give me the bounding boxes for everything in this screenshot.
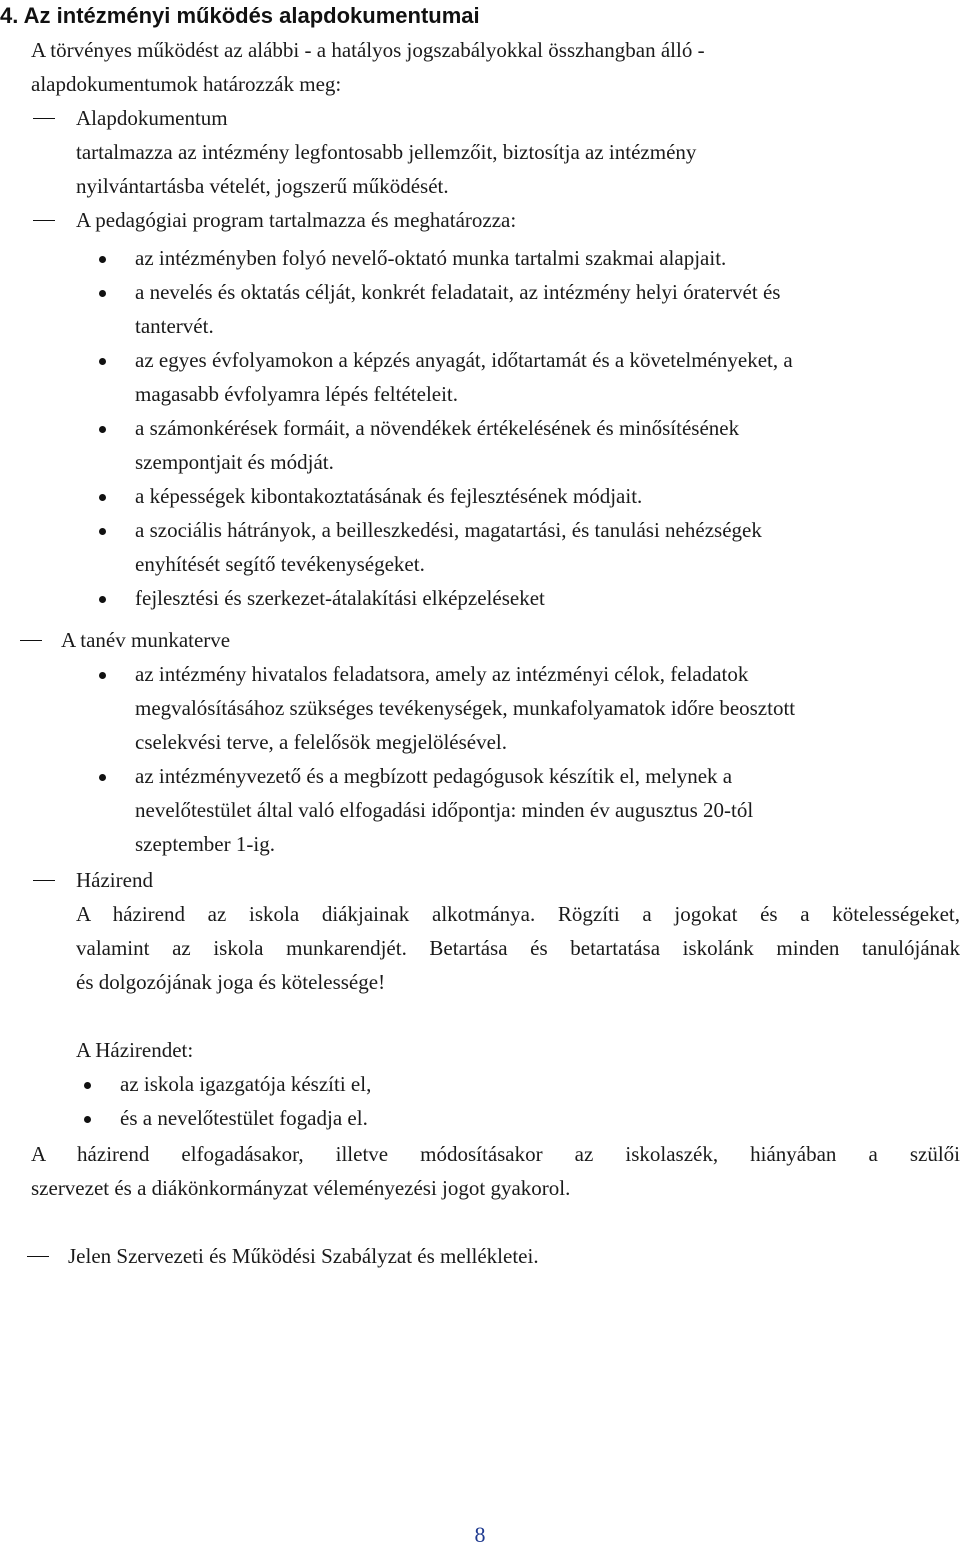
pedagogiai-item-cont: tantervét. [135, 314, 214, 338]
bullet-marker [84, 1082, 91, 1089]
hazirend-sub-item: az iskola igazgatója készíti el, [120, 1072, 372, 1096]
bullet-marker [84, 1116, 91, 1123]
hazirend-label: Házirend [76, 868, 153, 892]
closing-paragraph-line: A házirend elfogadásakor, illetve módosításakor az iskolaszék, hiányában a szülői [31, 1142, 960, 1166]
pedagogiai-item-cont: magasabb évfolyamra lépés feltételeit. [135, 382, 459, 406]
munkaterv-label: A tanév munkaterve [61, 628, 231, 652]
pedagogiai-item-cont: szempontjait és módját. [135, 450, 334, 474]
section-title: Az intézményi működés alapdokumentumai [23, 3, 480, 28]
szmsz-item: Jelen Szervezeti és Működési Szabályzat és mellékletei. [68, 1244, 539, 1268]
dash-marker [20, 640, 42, 641]
pedagogiai-item: az egyes évfolyamokon a képzés anyagát, időtartamát és a követelményeket, a [135, 348, 793, 372]
dash-marker [33, 220, 55, 221]
pedagogiai-item-cont: enyhítését segítő tevékenységeket. [135, 552, 425, 576]
page-number: 8 [474, 1522, 486, 1547]
bullet-marker [99, 774, 106, 781]
munkaterv-item: az intézményvezető és a megbízott pedagógusok készítik el, melynek a [135, 764, 733, 788]
alapdokumentum-label: Alapdokumentum [76, 106, 228, 130]
intro-line: alapdokumentumok határozzák meg: [31, 72, 342, 96]
alapdokumentum-text: nyilvántartásba vételét, jogszerű működését. [76, 174, 449, 198]
munkaterv-item-cont: megvalósításához szükséges tevékenységek, munkafolyamatok időre beosztott [135, 696, 796, 720]
closing-paragraph-line: szervezet és a diákönkormányzat véleményezési jogot gyakorol. [31, 1176, 571, 1200]
bullet-marker [99, 596, 106, 603]
bullet-marker [99, 672, 106, 679]
section-heading [0, 0, 480, 32]
bullet-marker [99, 426, 106, 433]
dash-marker [27, 1256, 49, 1257]
hazirend-sub-label: A Házirendet: [76, 1038, 194, 1062]
munkaterv-item: az intézmény hivatalos feladatsora, amely az intézményi célok, feladatok [135, 662, 749, 686]
pedagogiai-label: A pedagógiai program tartalmazza és meghatározza: [76, 208, 517, 232]
dash-marker [33, 880, 55, 881]
hazirend-text-line: és dolgozójának joga és kötelessége! [76, 970, 386, 994]
hazirend-sub-item: és a nevelőtestület fogadja el. [120, 1106, 368, 1130]
pedagogiai-item: az intézményben folyó nevelő-oktató munka tartalmi szakmai alapjait. [135, 246, 727, 270]
pedagogiai-item: a képességek kibontakoztatásának és fejlesztésének módjait. [135, 484, 643, 508]
hazirend-text-line: valamint az iskola munkarendjét. Betartása és betartatása iskolánk minden tanulójának [76, 936, 960, 960]
dash-marker [33, 118, 55, 119]
munkaterv-item-cont: szeptember 1-ig. [135, 832, 275, 856]
alapdokumentum-text: tartalmazza az intézmény legfontosabb jellemzőit, biztosítja az intézmény [76, 140, 697, 164]
hazirend-text-line: A házirend az iskola diákjainak alkotmánya. Rögzíti a jogokat és a kötelességeket, [76, 902, 960, 926]
bullet-marker [99, 358, 106, 365]
pedagogiai-item: a szociális hátrányok, a beilleszkedési, magatartási, és tanulási nehézségek [135, 518, 762, 542]
pedagogiai-item: fejlesztési és szerkezet-átalakítási elképzeléseket [135, 586, 545, 610]
pedagogiai-item: a számonkérések formáit, a növendékek értékelésének és minősítésének [135, 416, 740, 440]
section-number: 4. [0, 3, 19, 28]
bullet-marker [99, 494, 106, 501]
bullet-marker [99, 528, 106, 535]
pedagogiai-item: a nevelés és oktatás célját, konkrét feladatait, az intézmény helyi óratervét és [135, 280, 781, 304]
intro-line: A törvényes működést az alábbi - a hatályos jogszabályokkal összhangban álló - [31, 38, 705, 62]
munkaterv-item-cont: nevelőtestület által való elfogadási időpontja: minden év augusztus 20-tól [135, 798, 754, 822]
munkaterv-item-cont: cselekvési terve, a felelősök megjelölésével. [135, 730, 508, 754]
bullet-marker [99, 256, 106, 263]
bullet-marker [99, 290, 106, 297]
